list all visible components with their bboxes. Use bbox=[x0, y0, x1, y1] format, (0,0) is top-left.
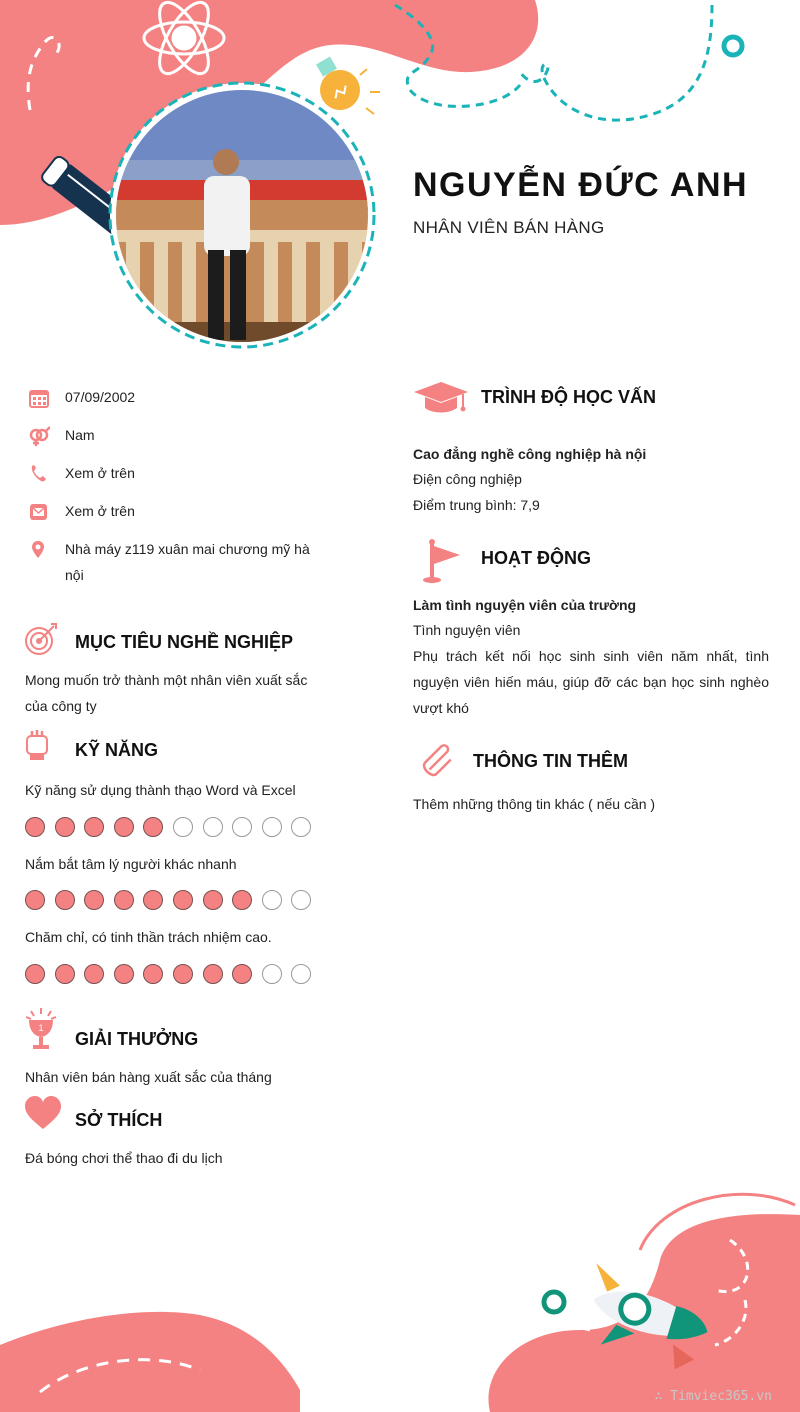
profile-photo bbox=[116, 90, 368, 342]
skill-name: Kỹ năng sử dụng thành thạo Word và Excel bbox=[25, 782, 296, 798]
rating-dot-filled bbox=[173, 890, 193, 910]
rating-dot-filled bbox=[114, 964, 134, 984]
rating-dot-empty bbox=[291, 817, 311, 837]
target-icon bbox=[24, 622, 58, 656]
trophy-icon bbox=[24, 1006, 58, 1052]
birthdate-value: 07/09/2002 bbox=[65, 389, 136, 405]
education-title: TRÌNH ĐỘ HỌC VẤN bbox=[481, 387, 656, 407]
rating-dot-empty bbox=[262, 890, 282, 910]
rating-dot-filled bbox=[55, 964, 75, 984]
gender-icon bbox=[28, 426, 50, 446]
rating-dot-filled bbox=[203, 964, 223, 984]
activity-role: Tình nguyện viên bbox=[413, 622, 521, 638]
rating-dot-empty bbox=[262, 817, 282, 837]
skill-name: Nắm bắt tâm lý người khác nhanh bbox=[25, 856, 237, 872]
rating-dot-filled bbox=[55, 817, 75, 837]
rating-dot-empty bbox=[232, 817, 252, 837]
rating-dot-filled bbox=[25, 890, 45, 910]
awards-title: GIẢI THƯỞNG bbox=[75, 1029, 199, 1049]
candidate-name: NGUYỄN ĐỨC ANH bbox=[413, 166, 749, 204]
candidate-position: NHÂN VIÊN BÁN HÀNG bbox=[413, 218, 605, 237]
heart-icon bbox=[24, 1096, 62, 1130]
activity-description: Phụ trách kết nối học sinh sinh viên năm nhất, tình nguyện viên hiến máu, giúp đỡ các bạn học sinh nghèo vượt khó bbox=[413, 648, 769, 716]
education-school: Cao đẳng nghề công nghiệp hà nội bbox=[413, 446, 647, 462]
email-icon bbox=[28, 502, 50, 522]
awards-text: Nhân viên bán hàng xuất sắc của tháng bbox=[25, 1069, 272, 1085]
skill-rating bbox=[25, 817, 325, 839]
skill-rating bbox=[25, 964, 325, 986]
activity-org: Làm tình nguyện viên của trường bbox=[413, 597, 637, 613]
rating-dot-filled bbox=[25, 964, 45, 984]
rating-dot-filled bbox=[143, 817, 163, 837]
gender-value: Nam bbox=[65, 427, 95, 443]
location-pin-icon bbox=[28, 540, 50, 560]
rating-dot-filled bbox=[143, 890, 163, 910]
watermark: ∴ Timviec365.vn bbox=[654, 1389, 772, 1404]
rating-dot-filled bbox=[25, 817, 45, 837]
rating-dot-filled bbox=[232, 890, 252, 910]
phone-icon bbox=[28, 464, 50, 484]
fist-icon bbox=[24, 728, 50, 762]
rating-dot-filled bbox=[143, 964, 163, 984]
graduation-cap-icon bbox=[413, 380, 469, 414]
phone-value: Xem ở trên bbox=[65, 465, 135, 481]
rating-dot-filled bbox=[84, 890, 104, 910]
email-value: Xem ở trên bbox=[65, 503, 135, 519]
career-goal-text: Mong muốn trở thành một nhân viên xuất sắc của công ty bbox=[25, 672, 308, 714]
rating-dot-filled bbox=[114, 817, 134, 837]
skill-name: Chăm chỉ, có tinh thần trách nhiệm cao. bbox=[25, 929, 272, 945]
additional-info-title: THÔNG TIN THÊM bbox=[473, 751, 628, 771]
rating-dot-empty bbox=[291, 964, 311, 984]
rating-dot-filled bbox=[55, 890, 75, 910]
activities-title: HOẠT ĐỘNG bbox=[481, 548, 591, 568]
hobbies-title: SỞ THÍCH bbox=[75, 1110, 163, 1130]
education-gpa: Điểm trung bình: 7,9 bbox=[413, 497, 540, 513]
flag-icon bbox=[420, 538, 464, 584]
skill-rating bbox=[25, 890, 325, 912]
rating-dot-filled bbox=[114, 890, 134, 910]
rating-dot-empty bbox=[203, 817, 223, 837]
address-value: Nhà máy z119 xuân mai chương mỹ hà nội bbox=[65, 541, 310, 583]
education-major: Điện công nghiệp bbox=[413, 471, 522, 487]
svg-text:1: 1 bbox=[38, 1023, 44, 1033]
rating-dot-empty bbox=[173, 817, 193, 837]
rating-dot-empty bbox=[262, 964, 282, 984]
calendar-icon bbox=[28, 388, 50, 408]
rating-dot-filled bbox=[173, 964, 193, 984]
rating-dot-filled bbox=[232, 964, 252, 984]
skills-title: KỸ NĂNG bbox=[75, 740, 159, 760]
additional-info-text: Thêm những thông tin khác ( nếu cần ) bbox=[413, 796, 656, 812]
rating-dot-filled bbox=[84, 817, 104, 837]
paperclip-icon bbox=[416, 740, 460, 782]
hobbies-text: Đá bóng chơi thể thao đi du lịch bbox=[25, 1150, 223, 1166]
rating-dot-filled bbox=[203, 890, 223, 910]
rating-dot-filled bbox=[84, 964, 104, 984]
career-goal-title: MỤC TIÊU NGHỀ NGHIỆP bbox=[75, 632, 294, 652]
rating-dot-empty bbox=[291, 890, 311, 910]
